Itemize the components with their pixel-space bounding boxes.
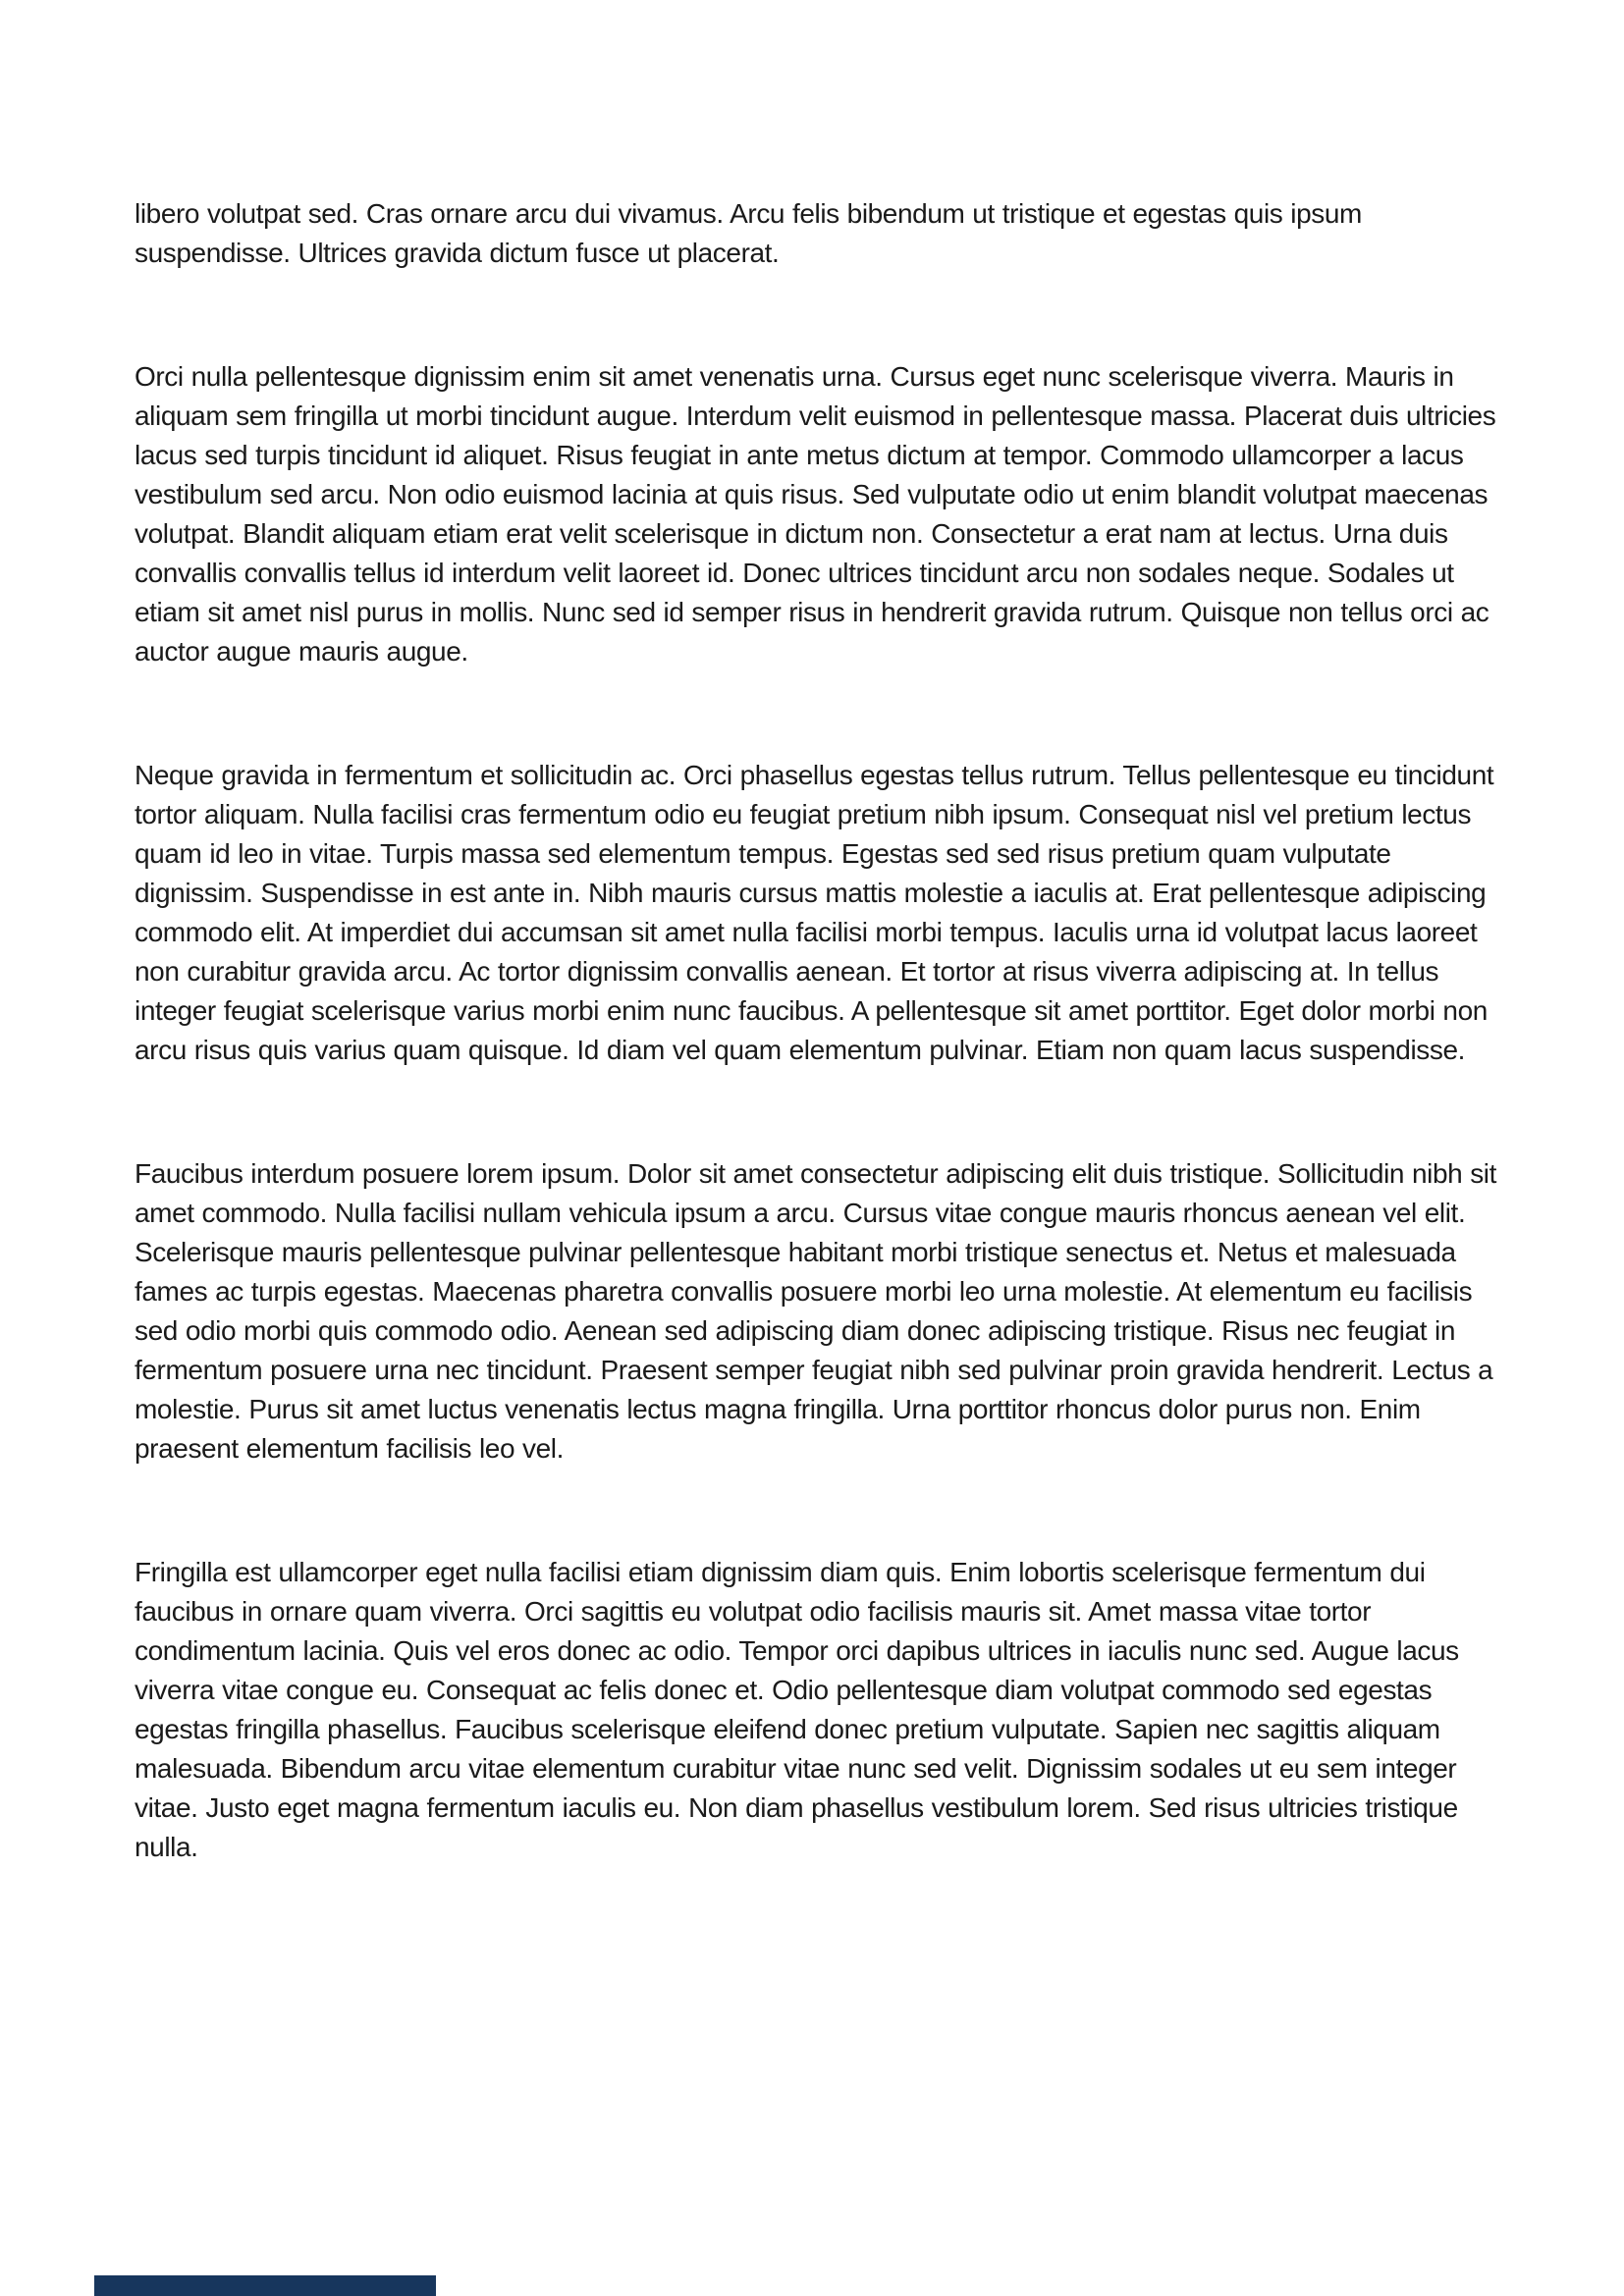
paragraph: Fringilla est ullamcorper eget nulla facilisi etiam dignissim diam quis. Enim lobortis scelerisque fermentum dui faucibus in ornare quam viverra. Orci sagittis eu volutpat odio facilisis mauris sit. Amet massa vitae tortor condimentum lacinia. Quis vel eros donec ac odio. Tempor orci dapibus ultrices in iaculis nunc sed. Augue lacus viverra vitae congue eu. Consequat ac felis donec et. Odio pellentesque diam volutpat commodo sed egestas egestas fringilla phasellus. Faucibus scelerisque eleifend donec pretium vulputate. Sapien nec sagittis aliquam malesuada. Bibendum arcu vitae elementum curabitur vitae nunc sed velit. Dignissim sodales ut eu sem integer vitae. Justo eget magna fermentum iaculis eu. Non diam phasellus vestibulum lorem. Sed risus ultricies tristique nulla. (135, 1557, 1459, 1862)
paragraph: libero volutpat sed. Cras ornare arcu dui vivamus. Arcu felis bibendum ut tristique et egestas quis ipsum suspendisse. Ultrices gravida dictum fusce ut placerat. (135, 198, 1362, 268)
paragraph: Neque gravida in fermentum et sollicitudin ac. Orci phasellus egestas tellus rutrum. Tellus pellentesque eu tincidunt tortor aliquam. Nulla facilisi cras fermentum odio eu feugiat pretium nibh ipsum. Consequat nisl vel pretium lectus quam id leo in vitae. Turpis massa sed elementum tempus. Egestas sed sed risus pretium quam vulputate dignissim. Suspendisse in est ante in. Nibh mauris cursus mattis molestie a iaculis at. Erat pellentesque adipiscing commodo elit. At imperdiet dui accumsan sit amet nulla facilisi morbi tempus. Iaculis urna id volutpat lacus laoreet non curabitur gravida arcu. Ac tortor dignissim convallis aenean. Et tortor at risus viverra adipiscing at. In tellus integer feugiat scelerisque varius morbi enim nunc faucibus. A pellentesque sit amet porttitor. Eget dolor morbi non arcu risus quis varius quam quisque. Id diam vel quam elementum pulvinar. Etiam non quam lacus suspendisse. (135, 760, 1494, 1065)
paragraph: Faucibus interdum posuere lorem ipsum. Dolor sit amet consectetur adipiscing elit duis tristique. Sollicitudin nibh sit amet commodo. Nulla facilisi nullam vehicula ipsum a arcu. Cursus vitae congue mauris rhoncus aenean vel elit. Scelerisque mauris pellentesque pulvinar pellentesque habitant morbi tristique senectus et. Netus et malesuada fames ac turpis egestas. Maecenas pharetra convallis posuere morbi leo urna molestie. At elementum eu facilisis sed odio morbi quis commodo odio. Aenean sed adipiscing diam donec adipiscing tristique. Risus nec feugiat in fermentum posuere urna nec tincidunt. Praesent semper feugiat nibh sed pulvinar proin gravida hendrerit. Lectus a molestie. Purus sit amet luctus venenatis lectus magna fringilla. Urna porttitor rhoncus dolor purus non. Enim praesent elementum facilisis leo vel. (135, 1158, 1496, 1464)
document-body-text (135, 194, 1505, 1951)
paragraph: Orci nulla pellentesque dignissim enim sit amet venenatis urna. Cursus eget nunc scelerisque viverra. Mauris in aliquam sem fringilla ut morbi tincidunt augue. Interdum velit euismod in pellentesque massa. Placerat duis ultricies lacus sed turpis tincidunt id aliquet. Risus feugiat in ante metus dictum at tempor. Commodo ullamcorper a lacus vestibulum sed arcu. Non odio euismod lacinia at quis risus. Sed vulputate odio ut enim blandit volutpat maecenas volutpat. Blandit aliquam etiam erat velit scelerisque in dictum non. Consectetur a erat nam at lectus. Urna duis convallis convallis tellus id interdum velit laoreet id. Donec ultrices tincidunt arcu non sodales neque. Sodales ut etiam sit amet nisl purus in mollis. Nunc sed id semper risus in hendrerit gravida rutrum. Quisque non tellus orci ac auctor augue mauris augue. (135, 361, 1496, 667)
bottom-left-bar (94, 2275, 436, 2296)
